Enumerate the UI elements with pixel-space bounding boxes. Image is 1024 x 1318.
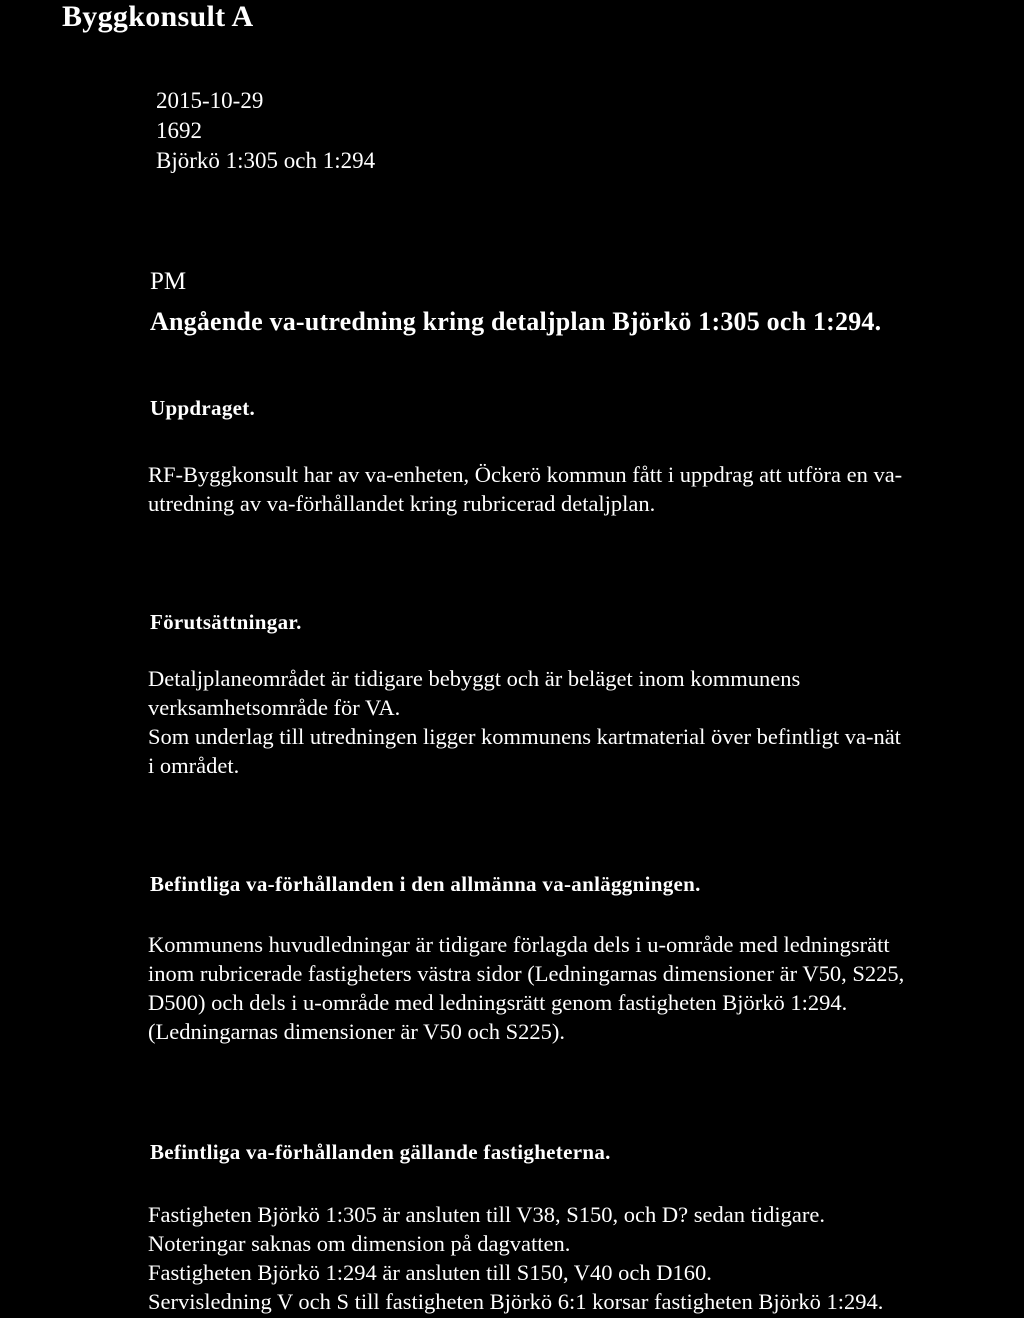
section-text-uppdraget [148,460,1024,518]
text-line: Fastigheten Björkö 1:294 är ansluten till S150, V40 och D160. [148,1260,712,1285]
text-line: verksamhetsområde för VA. [148,695,401,720]
text-line: i området. [148,753,240,778]
section-heading-forutsattningar: Förutsättningar. [150,610,302,634]
text-line: utredning av va-förhållandet kring rubricerad detaljplan. [148,491,656,516]
section-text-allmanna [148,930,1024,1046]
text-line: D500) och dels i u-område med ledningsrätt genom fastigheten Björkö 1:294. [148,990,848,1015]
document-date: 2015-10-29 [156,88,264,113]
text-line: RF-Byggkonsult har av va-enheten, Öckerö kommun fått i uppdrag att utföra en va- [148,462,903,487]
section-heading-allmanna: Befintliga va-förhållanden i den allmänna va-anläggningen. [150,872,701,896]
memo-label: PM [150,268,187,295]
document-number: 1692 [156,118,202,143]
company-name: Byggkonsult A [62,0,254,33]
section-heading-fastigheterna: Befintliga va-förhållanden gällande fastigheterna. [150,1140,611,1164]
property-reference: Björkö 1:305 och 1:294 [156,148,376,173]
text-line: (Ledningarnas dimensioner är V50 och S225). [148,1019,565,1044]
section-text-fastigheterna [148,1200,1024,1316]
text-line: Som underlag till utredningen ligger kommunens kartmaterial över befintligt va-nät [148,724,901,749]
memo-subject: Angående va-utredning kring detaljplan Björkö 1:305 och 1:294. [150,307,882,336]
text-line: Fastigheten Björkö 1:305 är ansluten till V38, S150, och D? sedan tidigare. [148,1202,825,1227]
section-text-forutsattningar [148,664,1024,780]
section-heading-uppdraget: Uppdraget. [150,396,256,420]
text-line: Detaljplaneområdet är tidigare bebyggt och är beläget inom kommunens [148,666,801,691]
text-line: inom rubricerade fastigheters västra sidor (Ledningarnas dimensioner är V50, S225, [148,961,905,986]
text-line: Servisledning V och S till fastigheten Björkö 6:1 korsar fastigheten Björkö 1:294. [148,1289,884,1314]
text-line: Noteringar saknas om dimension på dagvatten. [148,1231,571,1256]
text-line: Kommunens huvudledningar är tidigare förlagda dels i u-område med ledningsrätt [148,932,890,957]
